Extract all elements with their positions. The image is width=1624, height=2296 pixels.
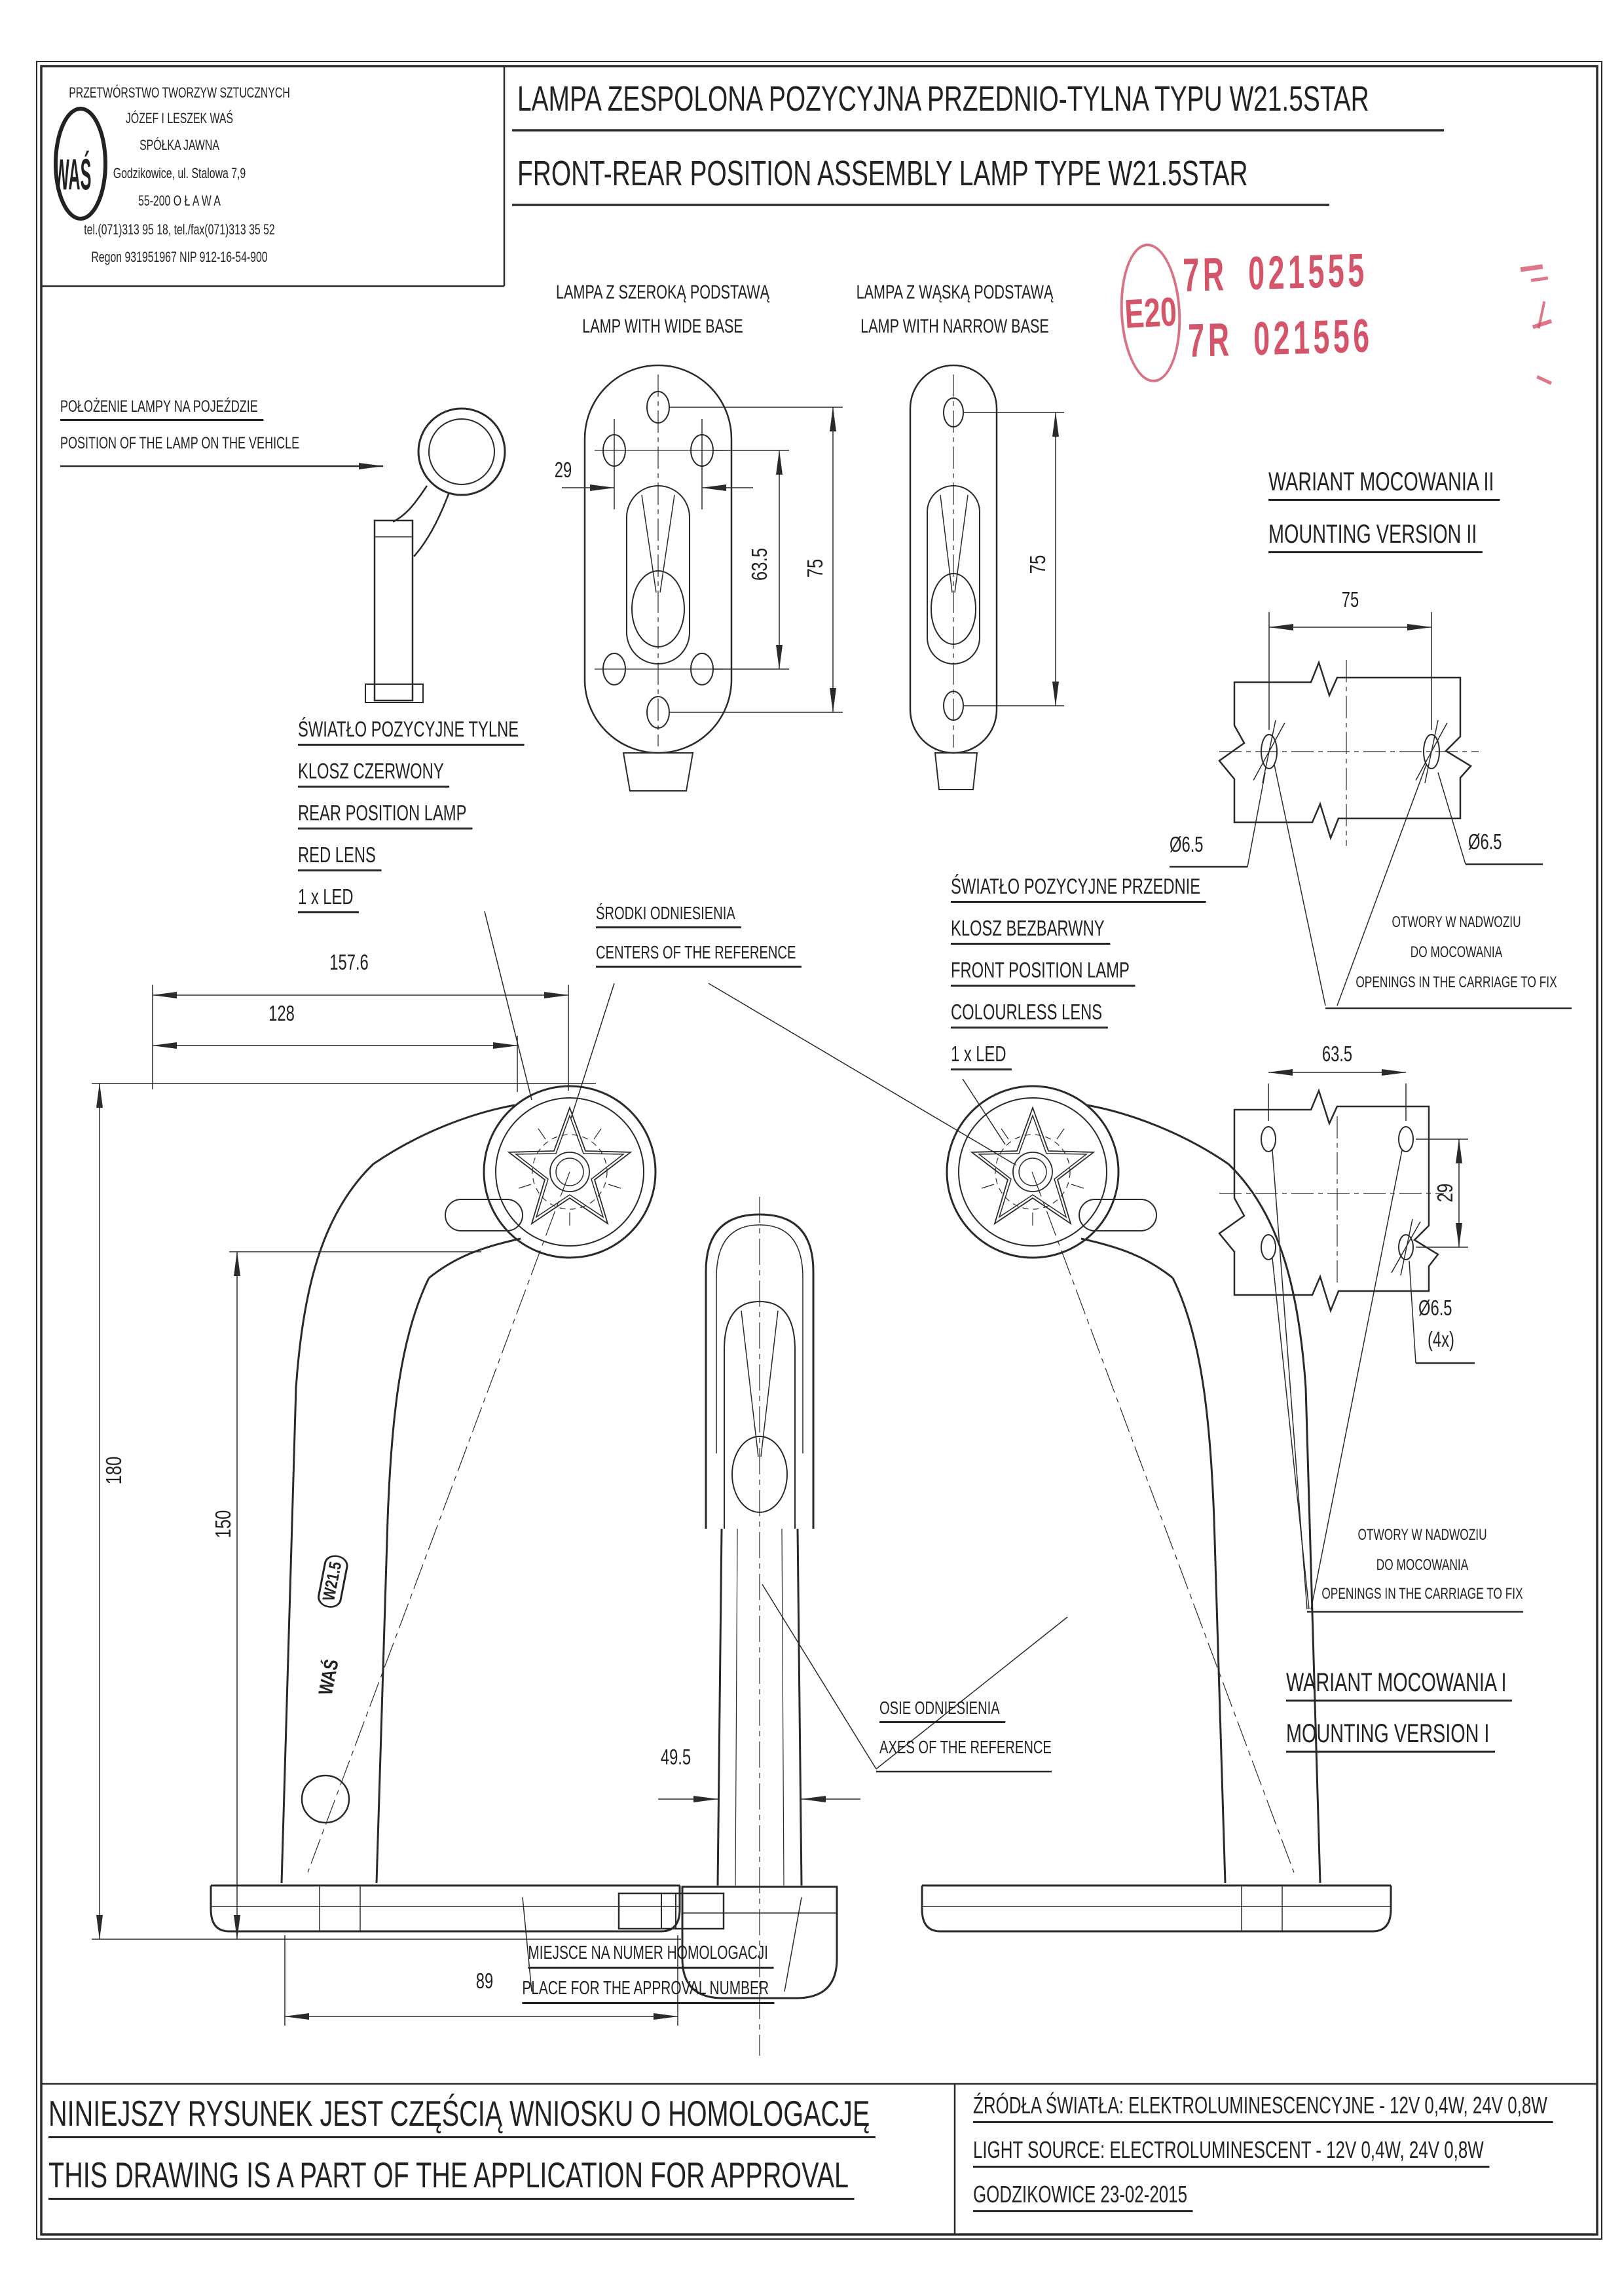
rear-note-line: ŚWIATŁO POZYCYJNE TYLNE [298, 718, 525, 746]
dim-150: 150 [210, 1510, 235, 1539]
dim-hole-left: Ø6.5 [1170, 832, 1204, 856]
position-label-pl: POŁOŻENIE LAMPY NA POJEŹDZIE [60, 398, 263, 421]
approval-number-2: 7R 021556 [1187, 310, 1374, 367]
dim-63-5: 63.5 [747, 547, 771, 581]
approval-place-en: PLACE FOR THE APPROVAL NUMBER [522, 1978, 774, 2004]
approval-number-1: 7R 021555 [1182, 244, 1369, 302]
front-note-line: COLOURLESS LENS [951, 1000, 1108, 1029]
rear-note-line: 1 x LED [298, 885, 359, 913]
position-label-en: POSITION OF THE LAMP ON THE VEHICLE [60, 434, 300, 452]
narrow-base-label-en: LAMP WITH NARROW BASE [860, 316, 1049, 337]
front-note-line: ŚWIATŁO POZYCYJNE PRZEDNIE [951, 875, 1206, 903]
company-line: Godzikowice, ul. Stalowa 7,9 [113, 165, 246, 181]
company-line: 55-200 O Ł A W A [138, 192, 221, 209]
dim-89: 89 [475, 1969, 494, 1993]
narrow-base-view [910, 365, 1064, 790]
mounting1-label-pl: WARIANT MOCOWANIA I [1286, 1668, 1512, 1702]
company-line: SPÓŁKA JAWNA [139, 137, 219, 153]
wide-base-view [562, 365, 843, 791]
rear-note-line: KLOSZ CZERWONY [298, 759, 449, 788]
sheet-frame [37, 62, 1602, 2239]
dim-hole-count: (4x) [1428, 1327, 1454, 1351]
front-note-line: 1 x LED [951, 1042, 1012, 1070]
openings-2-line: OPENINGS IN THE CARRIAGE TO FIX [1321, 1585, 1523, 1603]
openings-1-line: OPENINGS IN THE CARRIAGE TO FIX [1356, 974, 1557, 991]
openings-1-line: OTWORY W NADWOZIU [1392, 913, 1521, 931]
axes-label-en: AXES OF THE REFERENCE [879, 1737, 1052, 1757]
rear-note-line: REAR POSITION LAMP [298, 801, 472, 829]
dim-75: 75 [1341, 587, 1359, 611]
dim-29: 29 [554, 458, 572, 482]
dim-29: 29 [1432, 1183, 1457, 1203]
narrow-base-label-pl: LAMPA Z WĄSKĄ PODSTAWĄ [856, 282, 1054, 303]
centers-label-en: CENTERS OF THE REFERENCE [596, 943, 802, 968]
light-source-en: LIGHT SOURCE: ELECTROLUMINESCENT - 12V 0,4W, 24V 0,8W [973, 2137, 1489, 2168]
title-en: FRONT-REAR POSITION ASSEMBLY LAMP TYPE W21.5STAR [517, 154, 1248, 193]
company-line: tel.(071)313 95 18, tel./fax(071)313 35 52 [84, 221, 275, 238]
front-note-line: KLOSZ BEZBARWNY [951, 917, 1110, 945]
dim-hole-4x: Ø6.5 [1418, 1296, 1452, 1320]
lamp-type-marking: W21.5 [316, 1553, 349, 1609]
light-source-pl: ŹRÓDŁA ŚWIATŁA: ELEKTROLUMINESCENCYJNE - 12V 0,4W, 24V 0,8W [973, 2092, 1553, 2123]
openings-2-line: OTWORY W NADWOZIU [1357, 1526, 1487, 1544]
dim-hole-right: Ø6.5 [1468, 829, 1502, 854]
e-mark-text: E20 [1123, 289, 1178, 337]
title-pl: LAMPA ZESPOLONA POZYCYJNA PRZEDNIO-TYLNA TYPU W21.5STAR [517, 79, 1369, 118]
dim-157-6: 157.6 [329, 950, 369, 974]
place-date: GODZIKOWICE 23-02-2015 [973, 2181, 1193, 2212]
mounting-version-2-view [1170, 612, 1572, 1008]
centers-label-pl: ŚRODKI ODNIESIENIA [596, 903, 741, 928]
dim-63-5: 63.5 [1321, 1042, 1353, 1066]
company-line: JÓZEF I LESZEK WAŚ [125, 110, 234, 126]
front-note-line: FRONT POSITION LAMP [951, 958, 1135, 987]
company-line: Regon 931951967 NIP 912-16-54-900 [91, 249, 268, 265]
footer-note-pl: NINIEJSZY RYSUNEK JEST CZĘŚCIĄ WNIOSKU O HOMOLOGACJĘ [48, 2094, 876, 2138]
lamp-brand-marking: WAŚ [314, 1657, 343, 1697]
dim-49-5: 49.5 [660, 1745, 692, 1769]
wide-base-label-en: LAMP WITH WIDE BASE [582, 316, 743, 337]
dim-75: 75 [802, 558, 827, 578]
company-logo-text: WAŚ [53, 149, 92, 200]
wide-base-label-pl: LAMPA Z SZEROKĄ PODSTAWĄ [555, 282, 770, 303]
openings-1-line: DO MOCOWANIA [1410, 943, 1503, 961]
main-dimensions [92, 911, 1067, 2026]
footer-note-en: THIS DRAWING IS A PART OF THE APPLICATION FOR APPROVAL [48, 2155, 855, 2200]
main-front-view-center [523, 1197, 837, 2056]
dim-75: 75 [1025, 555, 1050, 574]
rear-note-line: RED LENS [298, 843, 381, 871]
openings-2-line: DO MOCOWANIA [1376, 1556, 1469, 1574]
dim-180: 180 [101, 1456, 126, 1485]
company-line: PRZETWÓRSTWO TWORZYW SZTUCZNYCH [69, 84, 290, 101]
dim-128: 128 [268, 1001, 295, 1025]
approval-place-pl: MIEJSCE NA NUMER HOMOLOGACJI [528, 1943, 773, 1969]
mounting1-label-en: MOUNTING VERSION I [1286, 1719, 1495, 1753]
mounting2-label-pl: WARIANT MOCOWANIA II [1268, 467, 1500, 501]
mounting2-label-en: MOUNTING VERSION II [1268, 520, 1483, 553]
axes-label-pl: OSIE ODNIESIENIA [879, 1698, 1005, 1723]
